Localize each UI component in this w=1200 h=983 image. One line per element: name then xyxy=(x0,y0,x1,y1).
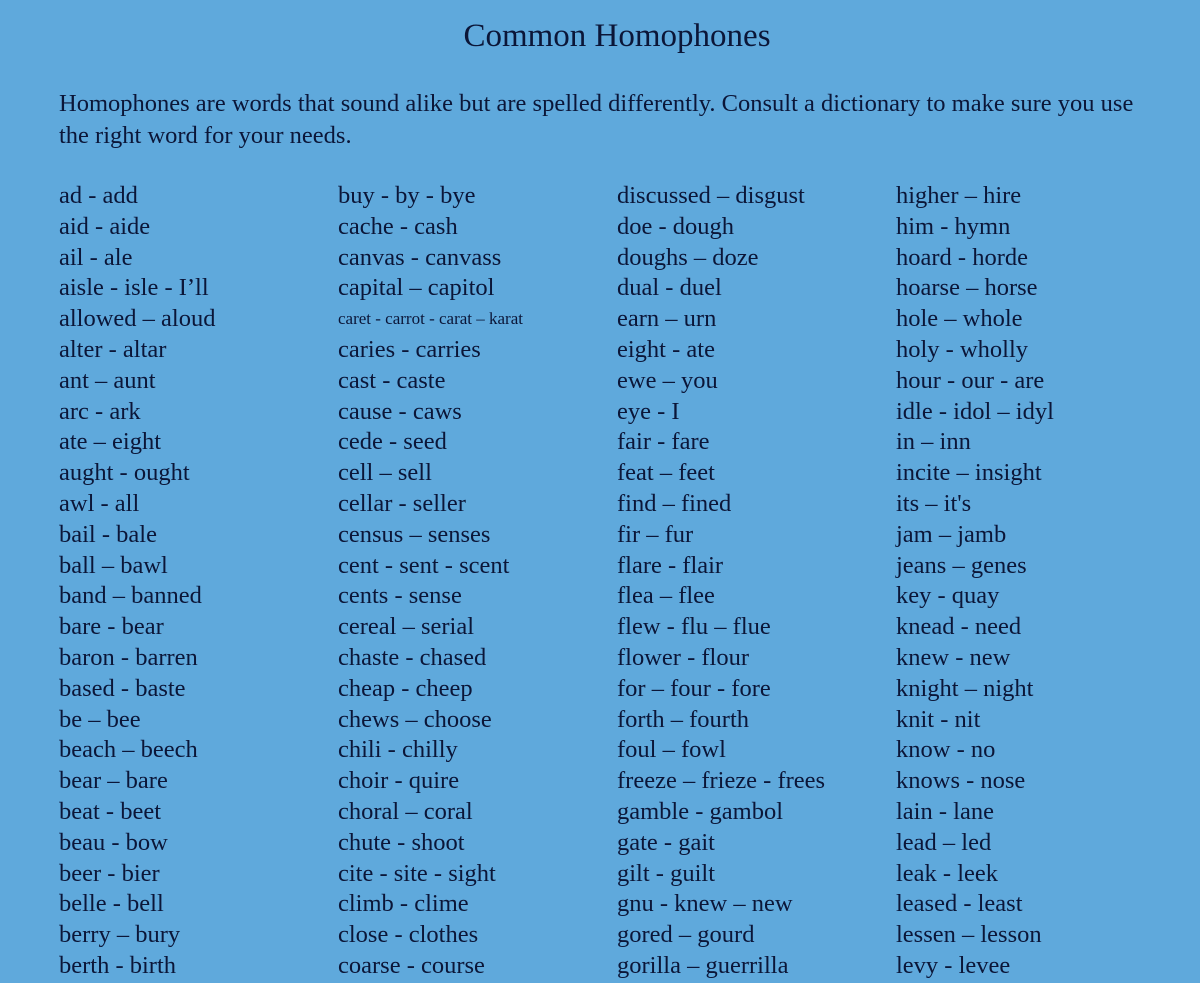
homophone-entry: cite - site - sight xyxy=(338,859,496,887)
homophone-entry: cast - caste xyxy=(338,366,446,394)
homophone-entry: census – senses xyxy=(338,520,491,548)
homophone-entry: chews – choose xyxy=(338,705,492,733)
homophone-entry: know - no xyxy=(896,736,996,764)
homophone-entry: dual - duel xyxy=(617,274,722,302)
homophone-entry: ad - add xyxy=(59,182,138,209)
homophone-entry: climb - clime xyxy=(338,890,469,918)
homophone-entry: incite – insight xyxy=(896,459,1042,487)
homophone-entry: idle - idol – idyl xyxy=(896,397,1054,425)
homophone-entry: caries - carries xyxy=(338,335,481,363)
homophone-entry: jam – jamb xyxy=(896,520,1007,548)
homophone-entry: holy - wholly xyxy=(896,335,1029,363)
homophone-entry: forth – fourth xyxy=(617,705,749,733)
homophone-entry: bear – bare xyxy=(59,767,168,795)
homophone-entry: beach – beech xyxy=(59,736,198,764)
homophone-entry: foul – fowl xyxy=(617,736,726,764)
homophone-entry: find – fined xyxy=(617,489,732,517)
homophone-entry: canvas - canvass xyxy=(338,243,502,271)
homophone-entry: earn – urn xyxy=(617,305,717,333)
homophone-entry: discussed – disgust xyxy=(617,182,805,209)
homophone-entry: cause - caws xyxy=(338,397,462,425)
homophone-entry: lead – led xyxy=(896,828,992,856)
homophone-entry: cent - sent - scent xyxy=(338,551,510,579)
homophone-entry: in – inn xyxy=(896,428,971,456)
homophone-entry: coarse - course xyxy=(338,951,485,979)
homophone-entry: eight - ate xyxy=(617,335,715,363)
homophone-entry: belle - bell xyxy=(59,890,164,918)
homophone-entry: cache - cash xyxy=(338,212,458,240)
homophone-entry: leased - least xyxy=(896,890,1023,918)
homophone-entry: alter - altar xyxy=(59,335,167,363)
homophone-entry: baron - barren xyxy=(59,643,198,671)
homophone-entry: flew - flu – flue xyxy=(617,613,771,641)
homophone-entry: fir – fur xyxy=(617,520,694,548)
homophone-column-1 xyxy=(59,181,334,982)
homophone-entry: ate – eight xyxy=(59,428,162,456)
homophone-column-4 xyxy=(896,181,1171,982)
homophone-entry: knows - nose xyxy=(896,767,1026,795)
homophone-entry: lessen – lesson xyxy=(896,921,1042,949)
homophone-entry: ball – bawl xyxy=(59,551,168,579)
homophone-entry: freeze – frieze - frees xyxy=(617,767,826,795)
homophone-entry: choral – coral xyxy=(338,797,473,825)
homophone-entry: chili - chilly xyxy=(338,736,458,764)
homophone-entry: arc - ark xyxy=(59,397,141,425)
homophone-entry: aught - ought xyxy=(59,459,190,487)
homophone-entry: capital – capitol xyxy=(338,274,495,302)
homophone-entry: gored – gourd xyxy=(617,921,755,949)
homophone-entry: gamble - gambol xyxy=(617,797,784,825)
homophone-entry: feat – feet xyxy=(617,459,715,487)
homophone-entry: higher – hire xyxy=(896,182,1022,209)
page-title: Common Homophones xyxy=(463,18,771,54)
homophone-entry: close - clothes xyxy=(338,921,479,949)
homophone-entry: bare - bear xyxy=(59,613,164,641)
homophone-entry: berth - birth xyxy=(59,951,177,979)
homophone-entry: for – four - fore xyxy=(617,674,771,702)
homophone-entry: knight – night xyxy=(896,674,1034,702)
homophone-entry: cents - sense xyxy=(338,582,462,610)
homophone-entry: awl - all xyxy=(59,489,140,517)
homophone-entry: doughs – doze xyxy=(617,243,759,271)
homophone-entry: knead - need xyxy=(896,613,1022,641)
homophone-entry: choir - quire xyxy=(338,767,460,795)
homophone-entry: ant – aunt xyxy=(59,366,156,394)
homophone-entry: cell – sell xyxy=(338,459,432,487)
homophone-entry: flower - flour xyxy=(617,643,749,671)
homophone-entry: hour - our - are xyxy=(896,366,1045,394)
homophone-entry: eye - I xyxy=(617,397,680,425)
homophone-entry: band – banned xyxy=(59,582,202,610)
homophone-entry: cellar - seller xyxy=(338,489,466,517)
homophone-entry: bail - bale xyxy=(59,520,157,548)
homophone-entry: jeans – genes xyxy=(896,551,1027,579)
homophone-entry: flea – flee xyxy=(617,582,715,610)
homophone-entry: cede - seed xyxy=(338,428,447,456)
homophone-entry: be – bee xyxy=(59,705,141,733)
homophone-entry: chute - shoot xyxy=(338,828,465,856)
homophone-entry: ail - ale xyxy=(59,243,133,271)
homophone-entry: knew - new xyxy=(896,643,1011,671)
homophone-entry: beer - bier xyxy=(59,859,160,887)
homophone-entry: beat - beet xyxy=(59,797,162,825)
homophone-entry: hole – whole xyxy=(896,305,1023,333)
homophone-entry: ewe – you xyxy=(617,366,718,394)
homophone-entry: beau - bow xyxy=(59,828,168,856)
homophone-columns xyxy=(0,181,1200,983)
homophone-entry: flare - flair xyxy=(617,551,724,579)
homophone-entry: lain - lane xyxy=(896,797,994,825)
homophone-entry: knit - nit xyxy=(896,705,981,733)
homophone-column-3 xyxy=(617,181,892,982)
homophone-entry: leak - leek xyxy=(896,859,999,887)
homophone-entry: hoard - horde xyxy=(896,243,1028,271)
homophone-entry: aisle - isle - I’ll xyxy=(59,274,209,302)
homophone-entry: its – it's xyxy=(896,489,972,517)
homophone-entry: chaste - chased xyxy=(338,643,487,671)
homophone-entry: key - quay xyxy=(896,582,1000,610)
homophone-entry: levy - levee xyxy=(896,951,1011,979)
homophone-entry: fair - fare xyxy=(617,428,710,456)
homophone-entry: berry – bury xyxy=(59,921,181,949)
homophone-column-2 xyxy=(338,181,613,982)
homophone-entry: cereal – serial xyxy=(338,613,475,641)
homophone-entry: aid - aide xyxy=(59,212,151,240)
homophone-entry: gorilla – guerrilla xyxy=(617,951,789,979)
homophone-entry: cheap - cheep xyxy=(338,674,473,702)
homophone-entry: doe - dough xyxy=(617,212,735,240)
intro-paragraph: Homophones are words that sound alike but are spelled differently. Consult a dictionary to make sure you use the right word for your needs. xyxy=(59,90,1134,149)
homophone-entry: based - baste xyxy=(59,674,186,702)
homophone-entry: gate - gait xyxy=(617,828,715,856)
homophone-entry: caret - carrot - carat – karat xyxy=(338,309,523,329)
homophone-entry: him - hymn xyxy=(896,212,1011,240)
homophone-entry: hoarse – horse xyxy=(896,274,1038,302)
homophone-entry: gnu - knew – new xyxy=(617,890,793,918)
homophone-entry: gilt - guilt xyxy=(617,859,715,887)
homophone-entry: allowed – aloud xyxy=(59,305,216,333)
homophone-entry: buy - by - bye xyxy=(338,182,476,209)
